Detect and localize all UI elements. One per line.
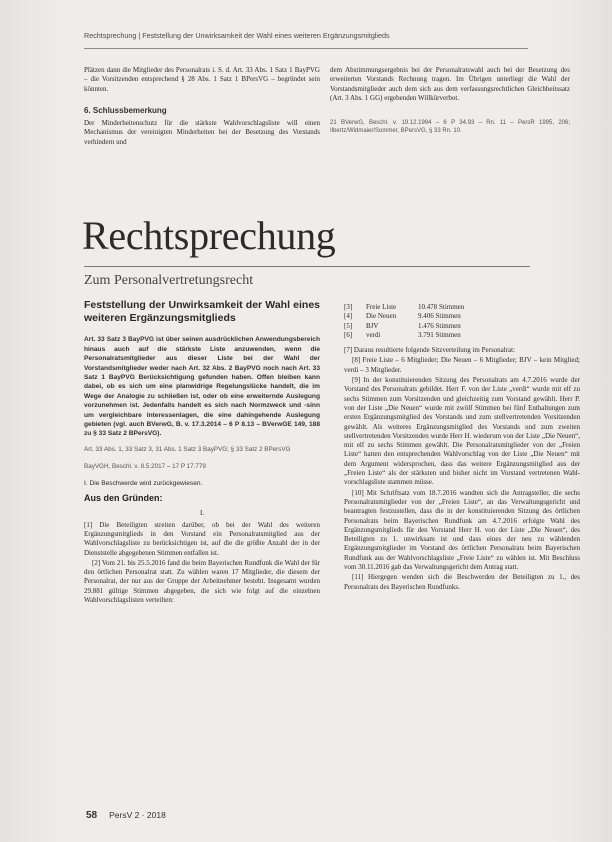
page-footer bbox=[86, 810, 166, 821]
paragraph-7: [7] Daraus resultierte folgende Sitzverteilung im Personalrat: bbox=[344, 346, 516, 355]
section-paragraph: Der Minderheitenschutz für die stärkste Wahlvorschlagsliste will einen Mechanismus der vereinigten Minderheiten bei der Besetzung des Vorstands verhindern und bbox=[84, 119, 320, 146]
page-title: Rechtsprechung bbox=[82, 213, 336, 258]
paragraph-2: [2] Vom 21. bis 25.5.2016 fand die beim Bayerischen Rundfunk die Wahl der für den örtlichen Personalrat statt. Zu wählen waren 17 Mitglieder, die diesem der Personalrat, der nur aus der Gruppe der Arbeitnehmer besteht. Insgesamt wurden 29.881 gültige Stimmen abgegeben, die sich wie folgt auf die einzelnen Wahlvorschlagslisten verteilten: bbox=[84, 558, 320, 605]
section-kicker: Zum Personalvertretungsrecht bbox=[84, 273, 254, 288]
article-left-column bbox=[84, 273, 320, 606]
vote-row: [4] Die Neuen 9.406 Stimmen bbox=[344, 312, 461, 321]
previous-article-right-column bbox=[330, 66, 570, 135]
roman-numeral: I. bbox=[199, 509, 205, 518]
paragraph-10: [10] Mit Schriftsatz vom 18.7.2016 wandten sich die Antragsteller, die sechs Personalratsmitglieder von der „Freien Liste“, an das Verwaltungsgericht und beantragten festzustellen, dass die in der konstituierenden Sitzung des örtlichen Personalrats beim Bayerischen Rundfunk am 4.7.2016 erfolgte Wahl des Ergänzungsmitglieds für den Vorstand Herr H. von der Liste „Die Neuen“, des Beteiligten zu 1. unwirksam ist und dass eines der neu zu wählenden Ergänzungsmitglieder im Vorstand des örtlichen Personalrats beim Bayerischen Rundfunk aus der Wahlvorschlagsliste „Freie Liste“ zu wählen ist. Mit Beschluss vom 30.11.2016 gab das Verwaltungsgericht dem Antrag statt. bbox=[344, 488, 580, 572]
paragraph-11: [11] Hiergegen wenden sich die Beschwerden der Beteiligten zu 1., des Personalrats des Bayerischen Rundfunks. bbox=[344, 573, 580, 591]
previous-article-paragraph: Plätzen dann die Mitglieder des Personalrats i. S. d. Art. 33 Abs. 1 Satz 1 BayPVG – die Vorsitzenden entsprechend § 28 Abs. 1 Satz 1 BPersVG – begründet sein könnten. bbox=[84, 66, 320, 93]
vote-row: [6] verdi 3.791 Stimmen bbox=[344, 330, 461, 339]
headnote: Art. 33 Satz 3 BayPVG ist über seinen ausdrücklichen Anwendungsbereich hinaus auch auf die stärkste Liste anzuwenden, wenn die Personalratsmitglieder aus dieser Liste bei der Wahl der Vorstandsmitglieder weder nach Art. 32 Abs. 2 BayPVG noch nach Art. 33 Satz 1 BayPVG Berücksichtigung gefunden haben. Offen bleiben kann dabei, ob es sich um eine planwidrige Regelungslücke handelt, die im Wege der Analogie zu schließen ist, oder ob eine erweiternde Auslegung vorzunehmen ist. Jedenfalls handelt es sich nach Normzweck und -sinn um vergleichbare Interessenlagen, die eine dahingehende Auslegung gebieten (vgl. auch BVerwG, B. v. 17.3.2014 – 6 P 8.13 – BVerwGE 149, 188 zu § 33 Satz 2 BPersVG). bbox=[84, 336, 320, 438]
header-rule bbox=[84, 48, 528, 49]
vote-row: [5] BJV 1.476 Stimmen bbox=[344, 321, 461, 330]
paragraph-8: [8] Freie Liste – 6 Mitglieder; Die Neuen – 6 Mitglieder; BJV – kein Mitglied; verdi – 3 Mitglieder. bbox=[344, 356, 580, 374]
running-head: Rechtsprechung | Feststellung der Unwirksamkeit der Wahl eines weiteren Ergänzungsmitglieds bbox=[84, 31, 390, 40]
norms: Art. 33 Abs. 1, 33 Satz 3, 31 Abs. 1 Satz 3 BayPVG; § 33 Satz 2 BPersVG bbox=[84, 445, 291, 453]
section-heading: 6. Schlussbemerkung bbox=[84, 105, 167, 115]
previous-article-left-column bbox=[84, 66, 320, 148]
vote-row: [3] Freie Liste 10.478 Stimmen bbox=[344, 303, 465, 311]
vote-results bbox=[344, 303, 580, 340]
journal-issue: PersV 2 · 2018 bbox=[109, 810, 166, 820]
tenor: I. Die Beschwerde wird zurückgewiesen. bbox=[84, 479, 203, 487]
footnote: 21 BVerwG, Beschl. v. 19.12.1994 – 6 P 34.93 – Rn. 11 – PersR 1995, 206; Ilbertz/Widmaier/Sommer, BPersVG, § 33 Rn. 10. bbox=[330, 120, 570, 135]
paragraph-9: [9] In der konstituierenden Sitzung des Personalrats am 4.7.2016 wurde der Vorstand des Personalrats gebildet. Herr F. von der Liste „verdi“ wurde mit elf zu sechs Stimmen zum Vorsitzenden und gleichzeitig zum Vorstand gewählt. Herr P. von der Liste „Die Neuen“ wurde mit zwölf Stimmen bei fünf Enthaltungen zum ersten Ergänzungsmitglied des Vorstands und zum stellvertretenden Vorsitzenden gewählt. Als weiteres Ergänzungsmitglied des Vorstands und zum zweiten stellvertretenden Vorsitzenden wurde Herr H. wiederum von der Liste „Die Neuen“, mit elf zu sechs Stimmen gewählt. Die Personalratsmitglieder von der „Freien Liste“ hatten den entsprechenden Wahlvorschlag von der Liste „Die Neuen“ mit dem Argument widersprochen, dass das weitere Ergänzungsmitglied aus der „Freien Liste“ als der stärksten und bisher nicht im Vorstand vertretenen Wahlvorschlagsliste stammen müsse. bbox=[344, 376, 580, 487]
title-rule bbox=[84, 266, 530, 267]
reasons-heading: Aus den Gründen: bbox=[84, 493, 163, 504]
paragraph-1: [1] Die Beteiligten streiten darüber, ob bei der Wahl des weiteren Ergänzungsmitglieds in den Vorstand ein Personalratsmitglied aus der Wahlvorschlagsliste zu berücksichtigen ist, auf die die größte Anzahl der in der Dienststelle abgegebenen Stimmen entfallen ist. bbox=[84, 520, 320, 557]
court-citation: BayVGH, Beschl. v. 8.5.2017 – 17 P 17.779 bbox=[84, 462, 206, 470]
article-right-column bbox=[344, 303, 580, 593]
previous-article-paragraph-right: dem Abstimmungsergebnis bei der Personalratswahl auch bei der Besetzung des erweiterten Vorstands Rechnung tragen. Im Übrigen unterliegt die Wahl der Vorstandsmitglieder auch dem sich aus dem verfassungsrechtlichen Gleichheitssatz (Art. 3 Abs. 1 GG) ergebenden Willkürverbot. bbox=[330, 66, 570, 102]
article-title: Feststellung der Unwirksamkeit der Wahl eines weiteren Ergänzungsmitglieds bbox=[84, 299, 320, 325]
page-number: 58 bbox=[86, 810, 98, 821]
